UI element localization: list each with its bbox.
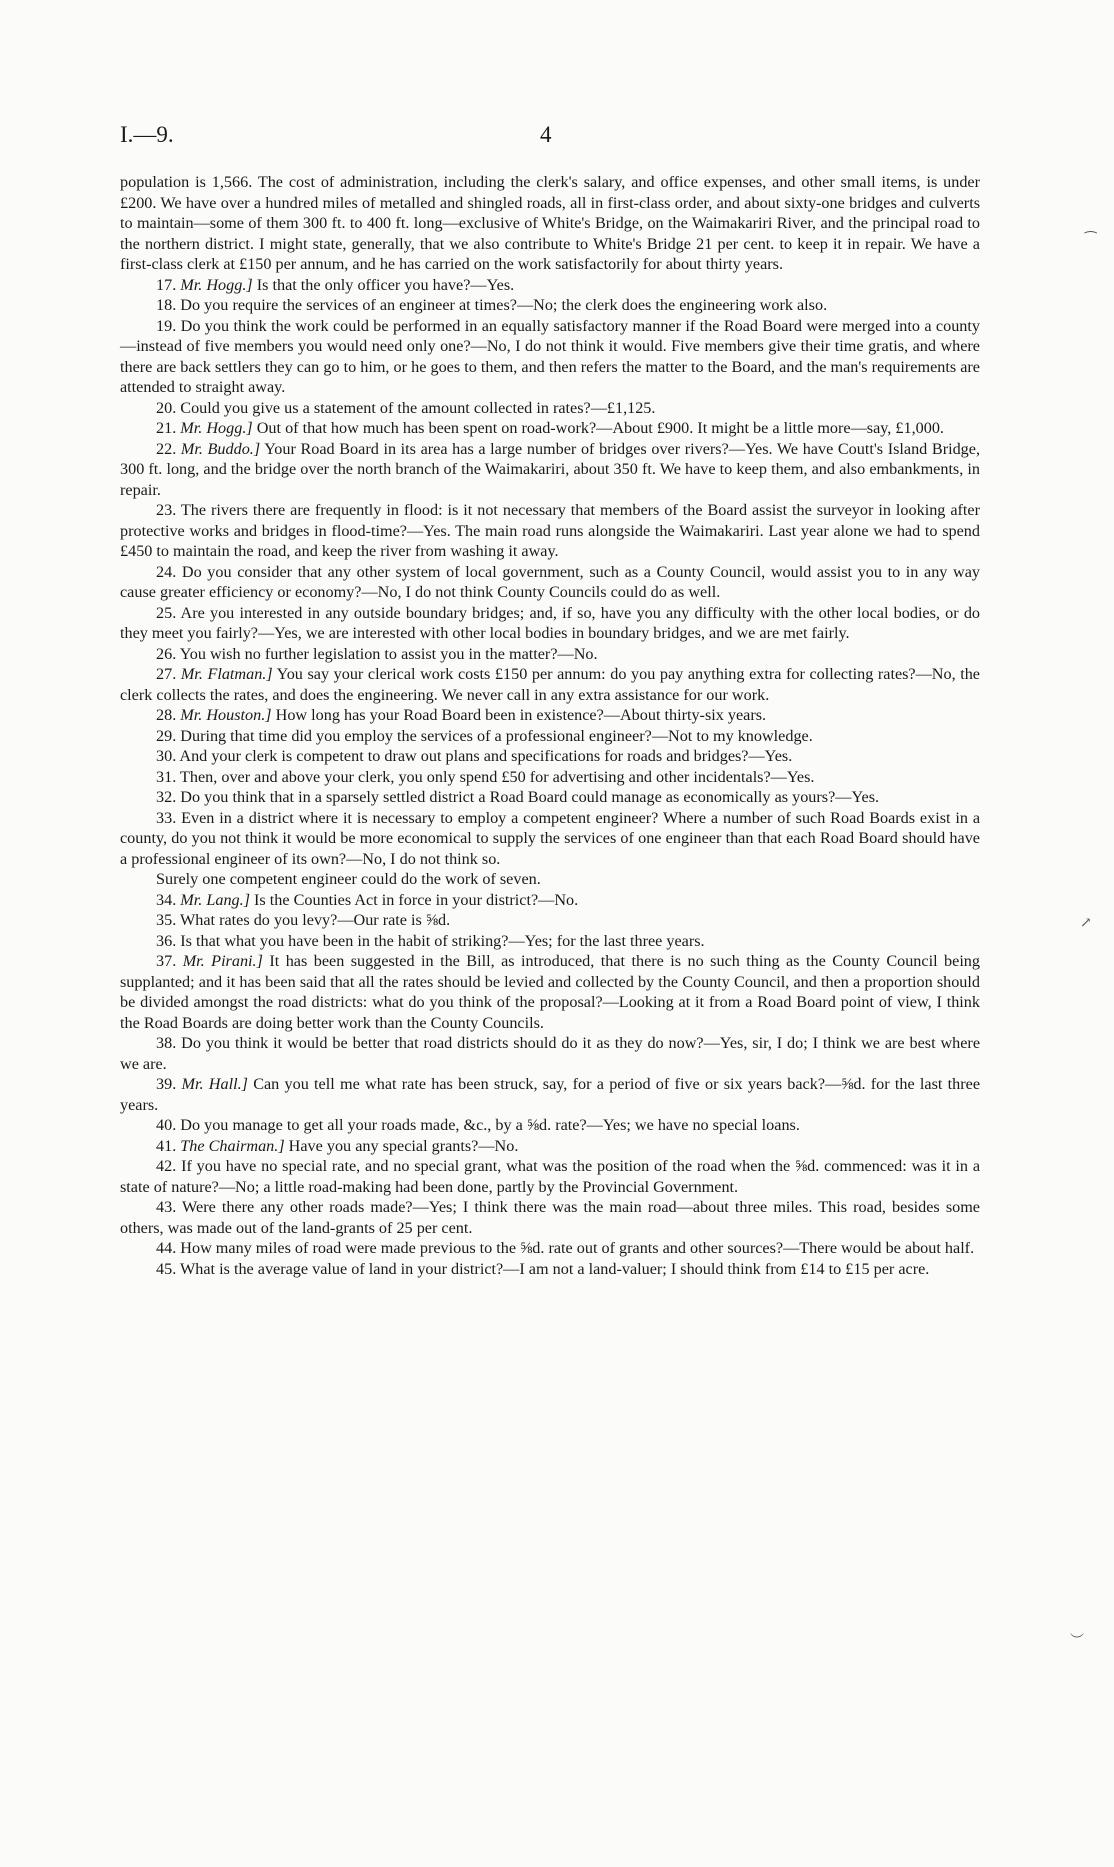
paragraph [120,275,980,296]
paragraph [120,172,980,275]
paragraph-text: What rates do you levy?—Our rate is ⅝d. [180,911,451,929]
paragraph-text: You say your clerical work costs £150 per annum: do you pay anything extra for collecting rates?—No, the clerk collects the rates, and does the engineering. We never call in any extra assistance for our work. [120,665,980,704]
question-number: 22. [156,439,177,458]
question-number: 23. [156,501,177,519]
question-number: 36. [156,931,177,950]
paragraph-text: Do you think it would be better that road districts should do it as they do now?—Yes, sir, I do; I think we are best where we are. [120,1034,981,1073]
question-number: 18. [156,296,177,314]
paragraph-text: During that time did you employ the services of a professional engineer?—Not to my knowledge. [180,726,813,745]
question-number: 28. [156,706,177,724]
paragraph-text: Is that what you have been in the habit of striking?—Yes; for the last three years. [180,931,705,950]
speaker-name: Mr. Hogg.] [180,419,253,437]
paragraph [120,500,980,562]
question-number: 43. [156,1198,177,1216]
question-number: 24. [156,562,177,581]
question-number: 25. [156,603,177,622]
speaker-name: The Chairman.] [180,1136,285,1155]
paragraph-text: Even in a district where it is necessary to employ a competent engineer? Where a number of such Road Boards exist in a county, do you not think it would be more economical to supply the services of one engineer than that each Road Board should have a professional engineer of its own?—No, I do not think so. [120,808,981,868]
margin-mark: ︶ [1070,1634,1084,1649]
question-number: 37. [156,952,177,970]
question-number: 29. [156,726,177,745]
paragraph-text: Your Road Board in its area has a large number of bridges over rivers?—Yes. We have Coutt's Island Bridge, 300 ft. long, and the bridge over the north branch of the Waimakariri, about 350 ft. We have to keep them, and also embankments, in repair. [120,439,980,499]
margin-mark: ↗ [1080,916,1092,931]
question-number: 20. [156,398,177,417]
paragraph [120,1197,980,1238]
question-number: 33. [156,808,177,827]
paragraph-text: Is the Counties Act in force in your district?—No. [254,890,579,909]
document-reference: I.—9. [120,122,174,147]
speaker-name: Mr. Hall.] [181,1075,248,1093]
paragraph [120,787,980,808]
paragraph [120,1238,980,1259]
question-number: 17. [156,275,177,294]
paragraph [120,418,980,439]
paragraph-text: Is that the only officer you have?—Yes. [256,275,515,294]
paragraph [120,316,980,398]
paragraph-text: And your clerk is competent to draw out plans and specifications for roads and bridges?—Yes. [179,747,793,765]
paragraph [120,1156,980,1197]
paragraph [120,1033,980,1074]
question-number: 44. [156,1239,177,1257]
question-number: 39. [156,1075,177,1093]
paragraph-text: How long has your Road Board been in existence?—About thirty-six years. [275,706,767,724]
paragraph [120,869,980,890]
question-number: 32. [156,788,177,806]
paragraph [120,1115,980,1136]
paragraph [120,767,980,788]
paragraph-text: Do you consider that any other system of local government, such as a County Council, would assist you to in any way cause greater efficiency or economy?—No, I do not think County Councils could do as well. [120,562,981,601]
paragraph-text: Could you give us a statement of the amount collected in rates?—£1,125. [180,398,656,417]
question-number: 45. [156,1259,177,1278]
paragraph-text: The rivers there are frequently in flood: is it not necessary that members of the Board assist the surveyor in looking after protective works and bridges in flood-time?—Yes. The main road runs alongside the Waimakariri. Last year alone we had to spend £450 to maintain the road, and keep the river from washing it away. [120,501,980,560]
paragraph-text: Do you manage to get all your roads made, &c., by a ⅝d. rate?—Yes; we have no special loans. [180,1116,800,1134]
paragraph [120,562,980,603]
question-number: 27. [156,665,177,683]
paragraph [120,726,980,747]
paragraph [120,910,980,931]
testimony-body [120,172,980,1279]
question-number: 34. [156,890,177,909]
paragraph [120,439,980,501]
speaker-name: Mr. Flatman.] [180,665,273,683]
question-number: 21. [156,419,177,437]
speaker-name: Mr. Lang.] [180,890,250,909]
paragraph-text: How many miles of road were made previous to the ⅝d. rate out of grants and other sources?—There would be about half. [180,1239,975,1257]
page-number: 4 [540,122,552,147]
paragraph [120,705,980,726]
paragraph-text: Surely one competent engineer could do the work of seven. [156,870,541,888]
paragraph [120,951,980,1033]
question-number: 38. [156,1034,177,1052]
question-number: 35. [156,911,177,929]
paragraph-text: It has been suggested in the Bill, as introduced, that there is no such thing as the County Council being supplanted; and it has been said that all the rates should be levied and collected by the County Council, and then a proportion should be divided amongst the road districts: what do you think of the proposal?—Looking at it from a Road Board point of view, I think the Road Boards are doing better work than the County Councils. [120,952,980,1032]
paragraph-text: Have you any special grants?—No. [288,1136,519,1155]
paragraph [120,295,980,316]
question-number: 42. [156,1157,177,1175]
page-header [120,122,980,152]
paragraph-text: Do you require the services of an engineer at times?—No; the clerk does the engineering work also. [180,296,828,314]
speaker-name: Mr. Houston.] [180,706,272,724]
question-number: 26. [156,644,177,663]
paragraph [120,808,980,870]
question-number: 30. [156,747,177,765]
paragraph-text: Were there any other roads made?—Yes; I think there was the main road—about three miles. This road, besides some others, was made out of the land-grants of 25 per cent. [120,1198,980,1237]
paragraph [120,931,980,952]
paragraph-text: Do you think the work could be performed in an equally satisfactory manner if the Road Board were merged into a county—instead of five members you would need only one?—No, I do not think it would. Five members give their time gratis, and where there are back settlers they can go to him, or he goes to them, and then refers the matter to the Board, and the man's requirements are attended to straight away. [120,316,980,396]
question-number: 31. [156,767,177,786]
paragraph-text: If you have no special rate, and no special grant, what was the position of the road when the ⅝d. commenced: was it in a state of nature?—No; a little road-making had been done, partly by the Provincial Government. [120,1157,981,1196]
paragraph-text: Then, over and above your clerk, you only spend £50 for advertising and other incidentals?—Yes. [180,767,815,786]
question-number: 19. [156,316,177,335]
paragraph-text: You wish no further legislation to assist you in the matter?—No. [179,644,598,663]
margin-mark: ⁀ [1085,233,1097,248]
paragraph-text: Out of that how much has been spent on road-work?—About £900. It might be a little more—say, £1,000. [256,419,944,437]
paragraph [120,1136,980,1157]
paragraph [120,398,980,419]
speaker-name: Mr. Buddo.] [180,439,261,458]
paragraph [120,1259,980,1280]
paragraph [120,644,980,665]
paragraph-text: population is 1,566. The cost of administration, including the clerk's salary, and office expenses, and other small items, is under £200. We have over a hundred miles of metalled and shingled roads, all in first-class order, and about sixty-one bridges and culverts to maintain—some of them 300 ft. to 400 ft. long—exclusive of White's Bridge, on the Waimakariri River, and the principal road to the northern district. I might state, generally, that we also contribute to White's Bridge 21 per cent. to keep it in repair. We have a first-class clerk at £150 per annum, and he has carried on the work satisfactorily for about thirty years. [120,173,980,273]
paragraph [120,890,980,911]
paragraph [120,603,980,644]
speaker-name: Mr. Pirani.] [182,952,263,970]
question-number: 40. [156,1116,177,1134]
paragraph-text: Can you tell me what rate has been struck, say, for a period of five or six years back?—⅝d. for the last three years. [120,1075,980,1114]
paragraph-text: Are you interested in any outside boundary bridges; and, if so, have you any difficulty with the other local bodies, or do they meet you fairly?—Yes, we are interested with other local bodies in boundary bridges, and we are met fairly. [120,603,981,642]
paragraph-text: Do you think that in a sparsely settled district a Road Board could manage as economically as yours?—Yes. [180,788,880,806]
paragraph [120,664,980,705]
paragraph-text: What is the average value of land in your district?—I am not a land-valuer; I should think from £14 to £15 per acre. [180,1259,930,1278]
speaker-name: Mr. Hogg.] [180,275,253,294]
question-number: 41. [156,1136,177,1155]
paragraph [120,1074,980,1115]
paragraph [120,746,980,767]
